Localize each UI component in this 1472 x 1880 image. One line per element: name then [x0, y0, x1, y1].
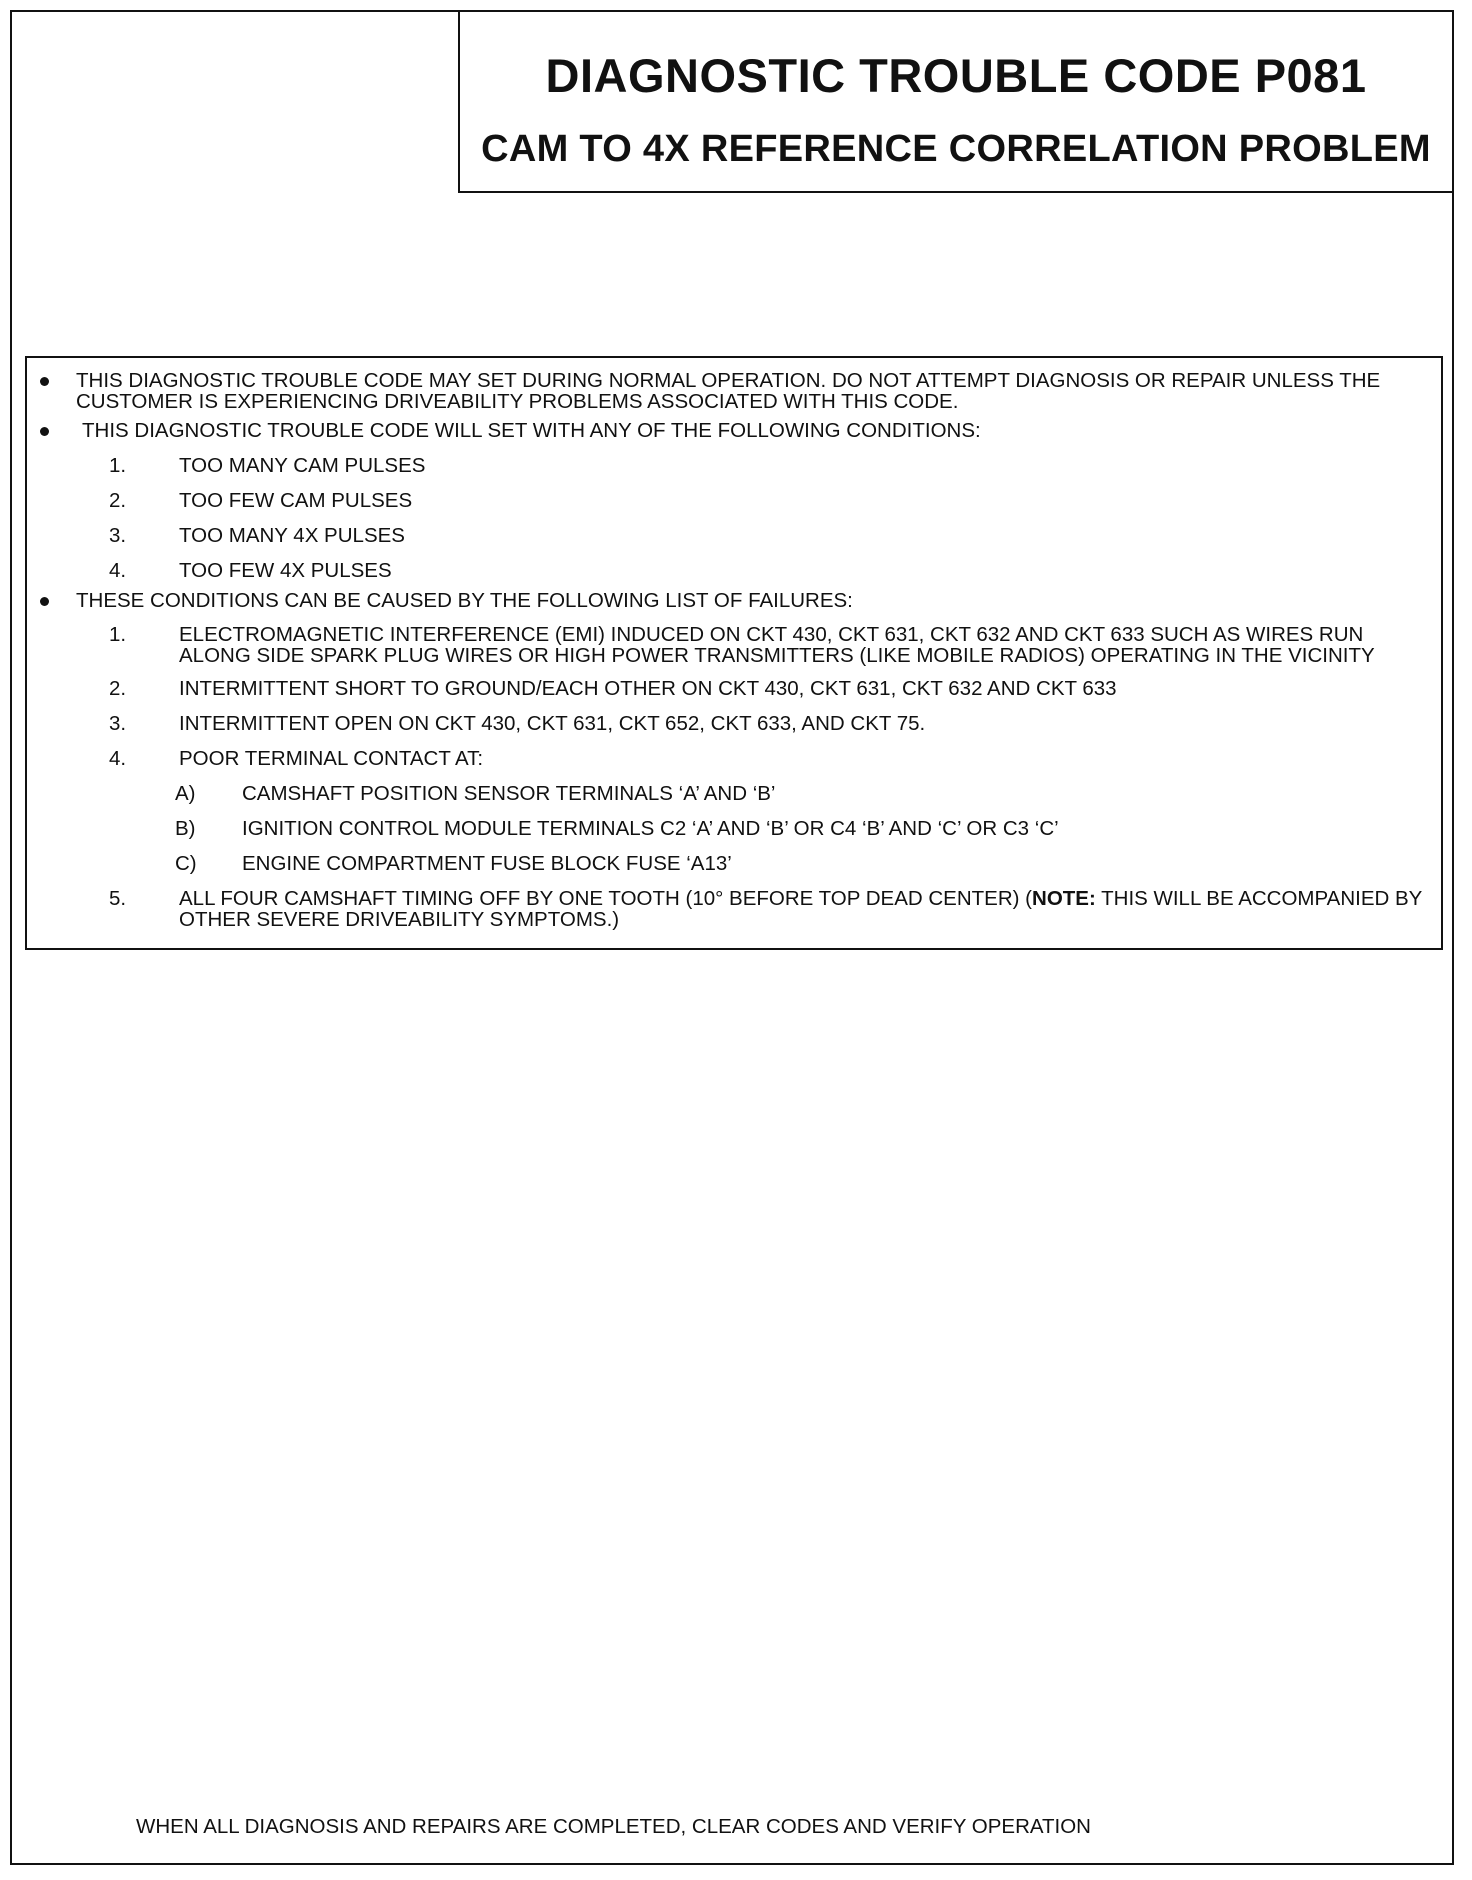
item-text: IGNITION CONTROL MODULE TERMINALS C2 ‘A’ AND ‘B’ OR C4 ‘B’ AND ‘C’ OR C3 ‘C’ — [242, 817, 1059, 840]
item-number: 2. — [109, 489, 127, 512]
item-text: TOO MANY CAM PULSES — [179, 454, 426, 477]
item-text: ELECTROMAGNETIC INTERFERENCE (EMI) INDUCED ON CKT 430, CKT 631, CKT 632 AND CKT 633 SUCH AS WIRES RUN ALONG SIDE SPARK PLUG WIRES OR HIGH POWER TRANSMITTERS (LIKE MOBILE RADIOS) OPERATING IN THE VICINITY — [179, 623, 1375, 667]
notes-box — [25, 356, 1443, 950]
item-number: 4. — [109, 747, 127, 770]
note-text: THIS DIAGNOSTIC TROUBLE CODE WILL SET WITH ANY OF THE FOLLOWING CONDITIONS: — [82, 419, 981, 442]
item-letter: C) — [175, 852, 197, 875]
bullet-icon — [40, 377, 49, 386]
item-number: 5. — [109, 887, 127, 910]
item-letter: A) — [175, 782, 196, 805]
item-text — [179, 888, 1427, 930]
item-number: 2. — [109, 677, 127, 700]
item-text: TOO FEW CAM PULSES — [179, 489, 413, 512]
item-text: INTERMITTENT OPEN ON CKT 430, CKT 631, CKT 652, CKT 633, AND CKT 75. — [179, 712, 926, 735]
item-text-part: ALL FOUR CAMSHAFT TIMING OFF BY ONE TOOTH (10° BEFORE TOP DEAD CENTER) ( — [179, 887, 1033, 910]
bullet-icon — [40, 427, 49, 436]
item-number: 4. — [109, 559, 127, 582]
item-number: 3. — [109, 712, 127, 735]
note-text: THESE CONDITIONS CAN BE CAUSED BY THE FOLLOWING LIST OF FAILURES: — [76, 589, 853, 612]
note-label: NOTE: — [1032, 887, 1096, 910]
title-box — [458, 10, 1454, 193]
item-letter: B) — [175, 817, 196, 840]
page-subtitle: CAM TO 4X REFERENCE CORRELATION PROBLEM — [481, 128, 1431, 170]
item-text: TOO FEW 4X PULSES — [179, 559, 392, 582]
page-title: DIAGNOSTIC TROUBLE CODE P081 — [545, 49, 1367, 102]
item-text: INTERMITTENT SHORT TO GROUND/EACH OTHER ON CKT 430, CKT 631, CKT 632 AND CKT 633 — [179, 677, 1117, 700]
bullet-icon — [40, 597, 49, 606]
item-number: 3. — [109, 524, 127, 547]
item-text: ENGINE COMPARTMENT FUSE BLOCK FUSE ‘A13’ — [242, 852, 732, 875]
item-number: 1. — [109, 454, 127, 477]
footer-instruction: WHEN ALL DIAGNOSIS AND REPAIRS ARE COMPLETED, CLEAR CODES AND VERIFY OPERATION — [136, 1815, 1091, 1838]
item-text: POOR TERMINAL CONTACT AT: — [179, 747, 484, 770]
item-number: 1. — [109, 623, 127, 646]
item-text: TOO MANY 4X PULSES — [179, 524, 405, 547]
item-text-part: THIS WILL BE ACCOMPANIED BY OTHER SEVERE DRIVEABILITY SYMPTOMS.) — [179, 887, 1422, 931]
note-text: THIS DIAGNOSTIC TROUBLE CODE MAY SET DURING NORMAL OPERATION. DO NOT ATTEMPT DIAGNOSIS OR REPAIR UNLESS THE CUSTOMER IS EXPERIENCING DRIVEABILITY PROBLEMS ASSOCIATED WITH THIS CODE. — [76, 369, 1381, 413]
item-text: CAMSHAFT POSITION SENSOR TERMINALS ‘A’ AND ‘B’ — [242, 782, 776, 805]
